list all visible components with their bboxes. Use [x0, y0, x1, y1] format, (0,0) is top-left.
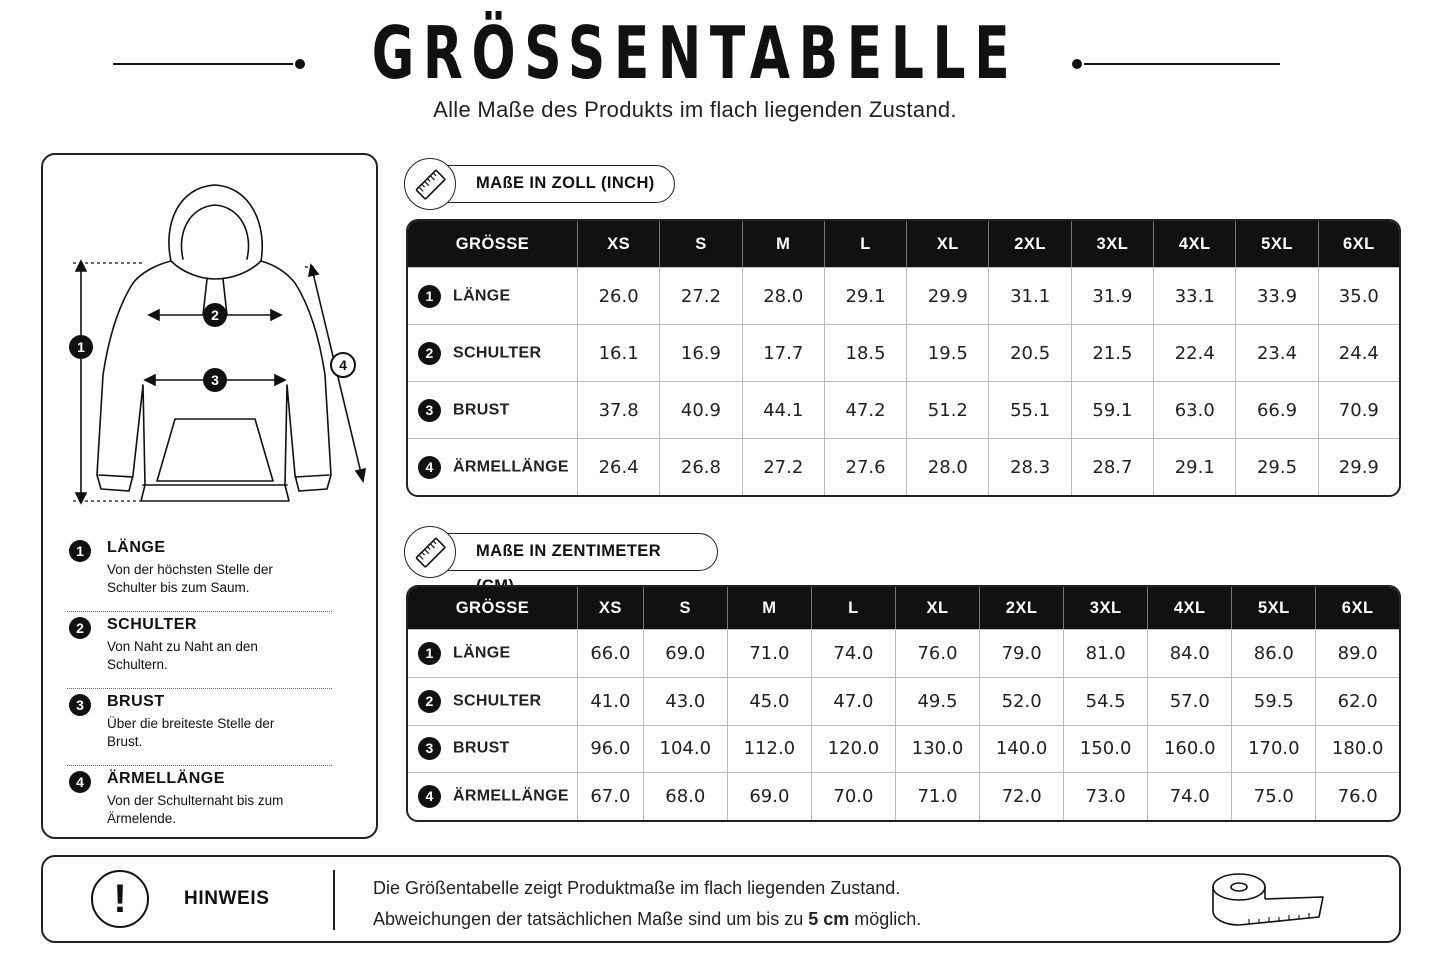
table-cell: 16.9 [660, 324, 742, 381]
table-cell: 76.0 [1316, 772, 1399, 820]
column-header-3xl: 3XL [1072, 221, 1154, 267]
marker-4: 4 [339, 357, 347, 373]
table-cell: 70.0 [812, 772, 896, 820]
table-cell: 84.0 [1148, 629, 1232, 677]
column-header-xl: XL [907, 221, 989, 267]
legend-title: LÄNGE [107, 539, 166, 556]
table-cell: 26.8 [660, 438, 742, 495]
table-cell: 59.5 [1232, 677, 1316, 725]
marker-2: 2 [211, 307, 219, 323]
table-cell: 180.0 [1316, 725, 1399, 773]
table-row [408, 772, 1399, 820]
legend-item-chest [67, 689, 332, 766]
table-cell: 73.0 [1064, 772, 1148, 820]
row-label-text: ÄRMELLÄNGE [453, 787, 569, 805]
measurement-legend [67, 535, 332, 843]
hint-line-2-start: Abweichungen der tatsächlichen Maße sind um bis zu [373, 909, 809, 929]
column-header-s: S [660, 221, 742, 267]
hint-line-2-end: möglich. [849, 909, 922, 929]
table-row [408, 677, 1399, 725]
table-cell: 55.1 [989, 381, 1071, 438]
table-cell: 26.4 [578, 438, 660, 495]
column-header-4xl: 4XL [1154, 221, 1236, 267]
column-header-xl: XL [896, 587, 980, 629]
row-label [408, 324, 578, 381]
table-cell: 71.0 [728, 629, 812, 677]
table-cell: 31.9 [1072, 267, 1154, 324]
hoodie-diagram [43, 155, 380, 525]
title-dot-right [1072, 59, 1082, 69]
table-cell: 27.2 [660, 267, 742, 324]
table-cell: 96.0 [578, 725, 644, 773]
legend-title: ÄRMELLÄNGE [107, 770, 225, 787]
row-number: 2 [418, 342, 441, 365]
hint-divider [333, 870, 335, 930]
table-cell: 28.3 [989, 438, 1071, 495]
diagram-markers [69, 303, 355, 392]
table-cell: 35.0 [1319, 267, 1399, 324]
marker-1: 1 [77, 339, 85, 355]
row-label [408, 629, 578, 677]
table-cell: 31.1 [989, 267, 1071, 324]
table-cell: 44.1 [743, 381, 825, 438]
table-cell: 89.0 [1316, 629, 1399, 677]
table-cell: 21.5 [1072, 324, 1154, 381]
row-number: 3 [418, 737, 441, 760]
cm-size-table [406, 585, 1401, 822]
table-cell: 47.0 [812, 677, 896, 725]
page-subtitle: Alle Maße des Produkts im flach liegenden Zustand. [433, 97, 957, 122]
table-cell: 81.0 [1064, 629, 1148, 677]
hint-line-1: Die Größentabelle zeigt Produktmaße im flach liegenden Zustand. [373, 878, 901, 898]
row-label [408, 772, 578, 820]
legend-description: Über die breiteste Stelle der Brust. [107, 716, 275, 749]
table-cell: 29.5 [1236, 438, 1318, 495]
table-cell: 62.0 [1316, 677, 1399, 725]
hint-line-2 [373, 904, 921, 935]
row-number: 1 [418, 642, 441, 665]
ruler-icon [404, 526, 456, 578]
table-cell: 86.0 [1232, 629, 1316, 677]
row-label-text: BRUST [453, 739, 510, 757]
table-cell: 33.9 [1236, 267, 1318, 324]
legend-description: Von der Schulternaht bis zum Ärmelende. [107, 793, 284, 826]
ruler-icon [404, 158, 456, 210]
table-cell: 29.1 [825, 267, 907, 324]
table-cell: 71.0 [896, 772, 980, 820]
hoodie-pocket [157, 419, 273, 481]
table-header-row [408, 221, 1399, 267]
table-cell: 28.7 [1072, 438, 1154, 495]
table-cell: 26.0 [578, 267, 660, 324]
table-cell: 43.0 [644, 677, 728, 725]
column-header-4xl: 4XL [1148, 587, 1232, 629]
table-cell: 75.0 [1232, 772, 1316, 820]
table-cell: 120.0 [812, 725, 896, 773]
table-cell: 16.1 [578, 324, 660, 381]
legend-item-shoulder [67, 612, 332, 689]
table-cell: 57.0 [1148, 677, 1232, 725]
table-row [408, 725, 1399, 773]
table-cell: 20.5 [989, 324, 1071, 381]
table-cell: 150.0 [1064, 725, 1148, 773]
table-cell: 69.0 [728, 772, 812, 820]
row-number: 4 [418, 785, 441, 808]
table-cell: 29.1 [1154, 438, 1236, 495]
table-cell: 140.0 [980, 725, 1064, 773]
column-header-5xl: 5XL [1236, 221, 1318, 267]
column-header-s: S [644, 587, 728, 629]
column-header-l: L [812, 587, 896, 629]
legend-title: SCHULTER [107, 616, 197, 633]
table-cell: 29.9 [1319, 438, 1399, 495]
column-header-5xl: 5XL [1232, 587, 1316, 629]
row-number: 4 [418, 456, 441, 479]
legend-number: 1 [69, 540, 91, 562]
legend-number: 3 [69, 694, 91, 716]
table-cell: 47.2 [825, 381, 907, 438]
table-row [408, 629, 1399, 677]
column-header-l: L [825, 221, 907, 267]
table-cell: 130.0 [896, 725, 980, 773]
hint-text [373, 873, 921, 935]
table-cell: 66.9 [1236, 381, 1318, 438]
table-cell: 72.0 [980, 772, 1064, 820]
legend-description: Von Naht zu Naht an den Schultern. [107, 639, 258, 672]
exclamation-icon: ! [91, 870, 149, 928]
row-label [408, 381, 578, 438]
table-cell: 27.2 [743, 438, 825, 495]
hint-box [41, 855, 1401, 943]
column-header-xs: XS [578, 587, 644, 629]
row-label-text: LÄNGE [453, 644, 511, 662]
table-cell: 63.0 [1154, 381, 1236, 438]
table-header-row [408, 587, 1399, 629]
table-cell: 104.0 [644, 725, 728, 773]
table-cell: 41.0 [578, 677, 644, 725]
column-header-xs: XS [578, 221, 660, 267]
table-cell: 28.0 [907, 438, 989, 495]
legend-item-sleeve [67, 766, 332, 843]
measurement-guide-panel [41, 153, 378, 839]
row-number: 2 [418, 690, 441, 713]
legend-item-length [67, 535, 332, 612]
table-cell: 112.0 [728, 725, 812, 773]
table-cell: 69.0 [644, 629, 728, 677]
table-cell: 29.9 [907, 267, 989, 324]
table-cell: 74.0 [1148, 772, 1232, 820]
legend-description: Von der höchsten Stelle der Schulter bis zum Saum. [107, 562, 273, 595]
tape-measure-icon [1209, 869, 1329, 933]
table-cell: 79.0 [980, 629, 1064, 677]
row-label [408, 677, 578, 725]
column-header-m: M [728, 587, 812, 629]
table-cell: 67.0 [578, 772, 644, 820]
table-cell: 51.2 [907, 381, 989, 438]
table-cell: 54.5 [1064, 677, 1148, 725]
column-header-3xl: 3XL [1064, 587, 1148, 629]
table-cell: 33.1 [1154, 267, 1236, 324]
column-header-size: GRÖSSE [408, 221, 578, 267]
table-cell: 40.9 [660, 381, 742, 438]
cm-section-heading: MAßE IN ZENTIMETER [420, 533, 718, 571]
table-cell: 52.0 [980, 677, 1064, 725]
table-cell: 68.0 [644, 772, 728, 820]
table-cell: 24.4 [1319, 324, 1399, 381]
hint-title: HINWEIS [184, 888, 270, 909]
column-header-6xl: 6XL [1319, 221, 1399, 267]
title-rule-right [1084, 63, 1280, 65]
table-cell: 74.0 [812, 629, 896, 677]
hint-line-2-bold: 5 cm [808, 909, 850, 929]
table-cell: 37.8 [578, 381, 660, 438]
row-label [408, 438, 578, 495]
page-title: GRÖSSENTABELLE [371, 11, 1019, 95]
row-label-text: ÄRMELLÄNGE [453, 458, 569, 475]
inch-size-table [406, 219, 1401, 497]
table-cell: 27.6 [825, 438, 907, 495]
table-row [408, 324, 1399, 381]
table-row [408, 438, 1399, 495]
row-label [408, 725, 578, 773]
column-header-2xl: 2XL [989, 221, 1071, 267]
marker-3: 3 [211, 372, 219, 388]
table-cell: 19.5 [907, 324, 989, 381]
table-cell: 28.0 [743, 267, 825, 324]
table-cell: 22.4 [1154, 324, 1236, 381]
row-number: 1 [418, 285, 441, 308]
row-number: 3 [418, 399, 441, 422]
legend-number: 2 [69, 617, 91, 639]
table-cell: 170.0 [1232, 725, 1316, 773]
table-cell: 59.1 [1072, 381, 1154, 438]
table-cell: 23.4 [1236, 324, 1318, 381]
table-cell: 160.0 [1148, 725, 1232, 773]
table-cell: 18.5 [825, 324, 907, 381]
table-cell: 70.9 [1319, 381, 1399, 438]
column-header-m: M [743, 221, 825, 267]
table-cell: 66.0 [578, 629, 644, 677]
table-cell: 49.5 [896, 677, 980, 725]
inch-section-heading: MAßE IN ZOLL (INCH) [420, 165, 675, 203]
column-header-6xl: 6XL [1316, 587, 1399, 629]
row-label-text: BRUST [453, 401, 510, 418]
table-row [408, 381, 1399, 438]
table-cell: 76.0 [896, 629, 980, 677]
row-label-text: LÄNGE [453, 287, 511, 304]
row-label [408, 267, 578, 324]
column-header-size: GRÖSSE [408, 587, 578, 629]
row-label-text: SCHULTER [453, 344, 542, 361]
column-header-2xl: 2XL [980, 587, 1064, 629]
legend-number: 4 [69, 771, 91, 793]
row-label-text: SCHULTER [453, 692, 542, 710]
table-cell: 45.0 [728, 677, 812, 725]
table-row [408, 267, 1399, 324]
table-cell: 17.7 [743, 324, 825, 381]
legend-title: BRUST [107, 693, 165, 710]
